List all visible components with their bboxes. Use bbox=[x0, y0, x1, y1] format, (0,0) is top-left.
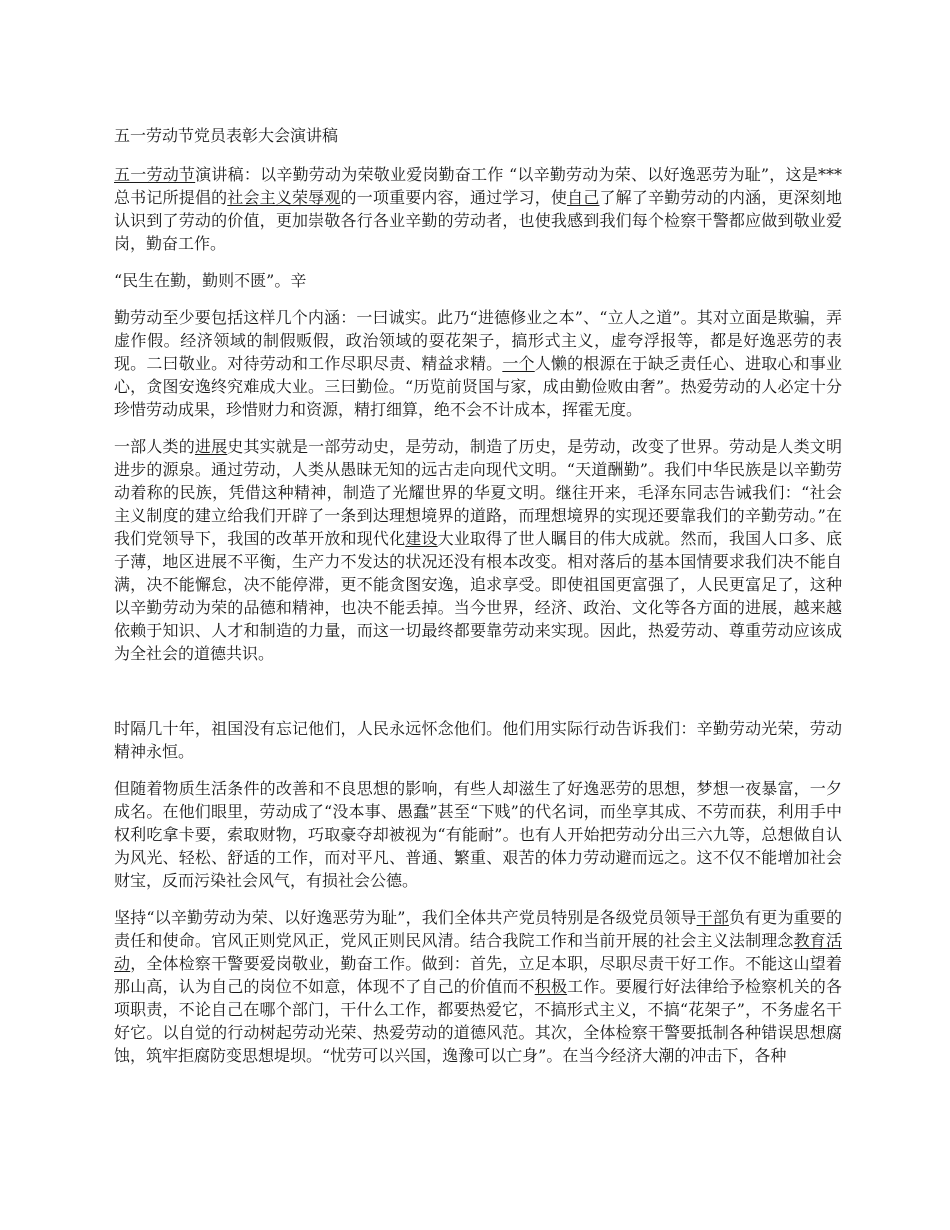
paragraph-3 bbox=[114, 306, 842, 421]
paragraph-gap bbox=[114, 679, 842, 717]
text-span: 史其实就是一部劳动史，是劳动，制造了历史，是劳动，改变了世界。劳动是人类文明进步的源泉。通过劳动，人类从愚昧无知的远古走向现代文明。“天道酬勤”。我们中华民族是以辛勤劳动着称的民族，凭借这种精神，制造了光耀世界的华夏文明。继往开来，毛泽东同志告诫我们：“社会主义制度的建立给我们开辟了一条到达理想境界的道路，而理想境界的实现还要靠我们的辛勤劳动。”在我们党领导下，我国的改革开放和现代化 bbox=[114, 437, 842, 548]
paragraph-7 bbox=[114, 906, 842, 1067]
text-span: 人懒的根源在于缺乏责任心、进取心和事业心，贪图安逸终究难成大业。三曰勤俭。“历览前贤国与家，成由勤俭败由奢”。热爱劳动的人必定十分珍惜劳动成果，珍惜财力和资源，精打细算，绝不会不计成本，挥霍无度。 bbox=[114, 354, 842, 419]
text-span: 一部人类的 bbox=[114, 437, 195, 456]
text-span: 了解了辛勤劳动的内涵，更深刻地认识到了劳动的价值，更加崇敬各行各业辛勤的劳动者，也使我感到我们每个检察干警都应做到敬业爱岗，勤奋工作。 bbox=[114, 188, 842, 253]
link-socialist-honor[interactable]: 社会主义荣辱观 bbox=[227, 188, 341, 207]
text-span: ，全体检察干警要爱岗敬业，勤奋工作。做到：首先，立足本职，尽职尽责干好工作。不能这山望着那山高，认为自己的岗位不如意，体现不了自己的价值而不 bbox=[114, 954, 842, 996]
document-page bbox=[114, 124, 842, 1081]
paragraph-5: 时隔几十年，祖国没有忘记他们，人民永远怀念他们。他们用实际行动告诉我们：辛勤劳动光荣，劳动精神永恒。 bbox=[114, 719, 842, 761]
paragraph-6: 但随着物质生活条件的改善和不良思想的影响，有些人却滋生了好逸恶劳的思想，梦想一夜暴富，一夕成名。在他们眼里，劳动成了“没本事、愚蠢”甚至“下贱”的代名词，而坐享其成、不劳而获，利用手中权利吃拿卡要，索取财物，巧取豪夺却被视为“有能耐”。也有人开始把劳动分出三六九等，总想做自认为风光、轻松、舒适的工作，而对平凡、普通、繁重、艰苦的体力劳动避而远之。这不仅不能增加社会财宝，反而污染社会风气，有损社会公德。 bbox=[114, 779, 842, 890]
link-development[interactable]: 进展 bbox=[194, 437, 228, 456]
text-span: 勤劳动至少要包括这样几个内涵：一曰诚实。此乃“进德修业之本”、“立人之道”。其对立面是欺骗，弄虚作假。经济领域的制假贩假，政治领域的耍花架子，搞形式主义，虚夸浮报等，都是好逸恶劳的表现。二曰敬业。对待劳动和工作尽职尽责、精益求精。 bbox=[114, 308, 842, 373]
link-cadre[interactable]: 干部 bbox=[696, 908, 729, 927]
link-active[interactable]: 积极 bbox=[534, 977, 568, 996]
paragraph-2: “民生在勤，勤则不匮”。辛 bbox=[114, 271, 307, 290]
text-span: 大业取得了世人瞩目的伟大成就。然而，我国人口多、底子薄，地区进展不平衡，生产力不发达的状况还没有根本改变。相对落后的基本国情要求我们决不能自满，决不能懈怠，决不能停滞，更不能贪图安逸，追求享受。即使祖国更富强了，人民更富足了，这种以辛勤劳动为荣的品德和精神，也决不能丢掉。当今世界，经济、政治、文化等各方面的进展，越来越依赖于知识、人才和制造的力量，而这一切最终都要靠劳动来实现。因此，热爱劳动、尊重劳动应该成为全社会的道德共识。 bbox=[114, 529, 842, 663]
paragraph-4 bbox=[114, 435, 842, 665]
link-education-activity[interactable]: 教育活动 bbox=[114, 931, 842, 973]
text-span: 的一项重要内容，通过学习，使 bbox=[340, 188, 568, 207]
text-span: 演讲稿：以辛勤劳动为荣敬业爱岗勤奋工作 “以辛勤劳动为荣、以好逸恶劳为耻”，这是***总书记所提倡的 bbox=[114, 165, 842, 207]
text-span: 负有更为重要的责任和使命。官风正则党风正，党风正则民风清。结合我院工作和当前开展的社会主义法制理念 bbox=[114, 908, 842, 950]
text-span: 工作。要履行好法律给予检察机关的各项职责，不论自己在哪个部门，干什么工作，都要热爱它，不搞形式主义，不搞“花架子”，不务虚名干好它。以自觉的行动树起劳动光荣、热爱劳动的道德风范。其次，全体检察干警要抵制各种错误思想腐蚀，筑牢拒腐防变思想堤坝。“忧劳可以兴国，逸豫可以亡身”。在当今经济大潮的冲击下，各种 bbox=[114, 977, 842, 1065]
paragraph-1 bbox=[114, 163, 842, 255]
link-labor-day[interactable]: 五一劳动节 bbox=[114, 165, 196, 184]
link-construction[interactable]: 建设 bbox=[405, 529, 438, 548]
link-oneself[interactable]: 自己 bbox=[567, 188, 600, 207]
text-span: 坚持“以辛勤劳动为荣、以好逸恶劳为耻”，我们全体共产党员特别是各级党员领导 bbox=[114, 908, 697, 927]
link-one[interactable]: 一个 bbox=[502, 354, 535, 373]
document-title: 五一劳动节党员表彰大会演讲稿 bbox=[114, 126, 339, 145]
